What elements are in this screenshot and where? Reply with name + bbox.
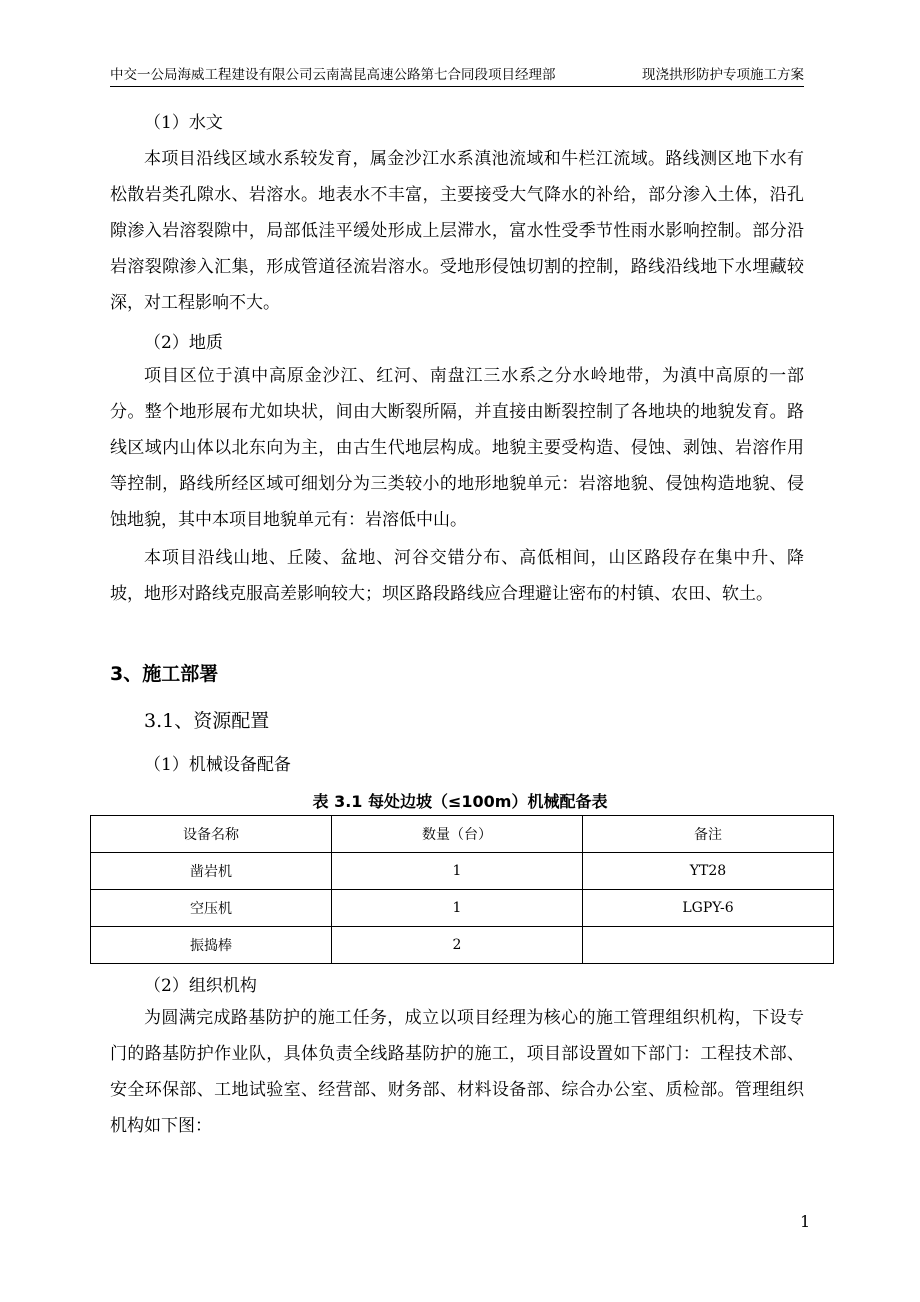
table-cell: 1 [332, 853, 583, 890]
table-cell: YT28 [583, 853, 834, 890]
equipment-heading: （1）机械设备配备 [144, 755, 291, 775]
table-cell: LGPY-6 [583, 890, 834, 927]
table-row [91, 927, 834, 964]
hydrology-paragraph: 本项目沿线区域水系较发育，属金沙江水系滇池流域和牛栏江流域。路线测区地下水有松散岩类孔隙水、岩溶水。地表水不丰富，主要接受大气降水的补给，部分渗入土体，沿孔隙渗入岩溶裂隙中，局部低洼平缓处形成上层滞水，富水性受季节性雨水影响控制。部分沿岩溶裂隙渗入汇集，形成管道径流岩溶水。受地形侵蚀切割的控制，路线沿线地下水埋藏较深，对工程影响不大。 [110, 149, 804, 313]
table-cell: 2 [332, 927, 583, 964]
table-header-row [91, 816, 834, 853]
table-caption: 表 3.1 每处边坡（≤100m）机械配备表 [312, 792, 608, 811]
page-number: 1 [800, 1212, 811, 1231]
header-doc-title: 现浇拱形防护专项施工方案 [642, 67, 804, 83]
geology-heading: （2）地质 [144, 333, 223, 353]
table-row [91, 890, 834, 927]
organization-heading: （2）组织机构 [144, 976, 257, 996]
table-cell: 1 [332, 890, 583, 927]
header-company: 中交一公局海威工程建设有限公司云南嵩昆高速公路第七合同段项目经理部 [110, 67, 556, 83]
geology-paragraph-1: 项目区位于滇中高原金沙江、红河、南盘江三水系之分水岭地带，为滇中高原的一部分。整个地形展布尤如块状，间由大断裂所隔，并直接由断裂控制了各地块的地貌发育。路线区域内山体以北东向为主，由古生代地层构成。地貌主要受构造、侵蚀、剥蚀、岩溶作用等控制，路线所经区域可细划分为三类较小的地形地貌单元：岩溶地貌、侵蚀构造地貌、侵蚀地貌，其中本项目地貌单元有：岩溶低中山。 [110, 366, 804, 530]
table-header-cell: 数量（台） [332, 816, 583, 853]
equipment-table [90, 815, 834, 964]
organization-paragraph: 为圆满完成路基防护的施工任务，成立以项目经理为核心的施工管理组织机构，下设专门的路基防护作业队，具体负责全线路基防护的施工，项目部设置如下部门：工程技术部、安全环保部、工地试验室、经营部、财务部、材料设备部、综合办公室、质检部。管理组织机构如下图： [110, 1008, 804, 1136]
table-cell [583, 927, 834, 964]
table-cell: 凿岩机 [91, 853, 332, 890]
hydrology-heading: （1）水文 [144, 113, 223, 133]
subsection-heading: 3.1、资源配置 [144, 710, 270, 732]
table-cell: 振捣棒 [91, 927, 332, 964]
section-heading: 3、施工部署 [110, 663, 219, 685]
geology-paragraph-2: 本项目沿线山地、丘陵、盆地、河谷交错分布、高低相间，山区路段存在集中升、降坡，地形对路线克服高差影响较大；坝区路段路线应合理避让密布的村镇、农田、软土。 [110, 548, 804, 604]
table-header-cell: 备注 [583, 816, 834, 853]
page-header [110, 64, 804, 87]
table-header-cell: 设备名称 [91, 816, 332, 853]
table-row [91, 853, 834, 890]
table-cell: 空压机 [91, 890, 332, 927]
